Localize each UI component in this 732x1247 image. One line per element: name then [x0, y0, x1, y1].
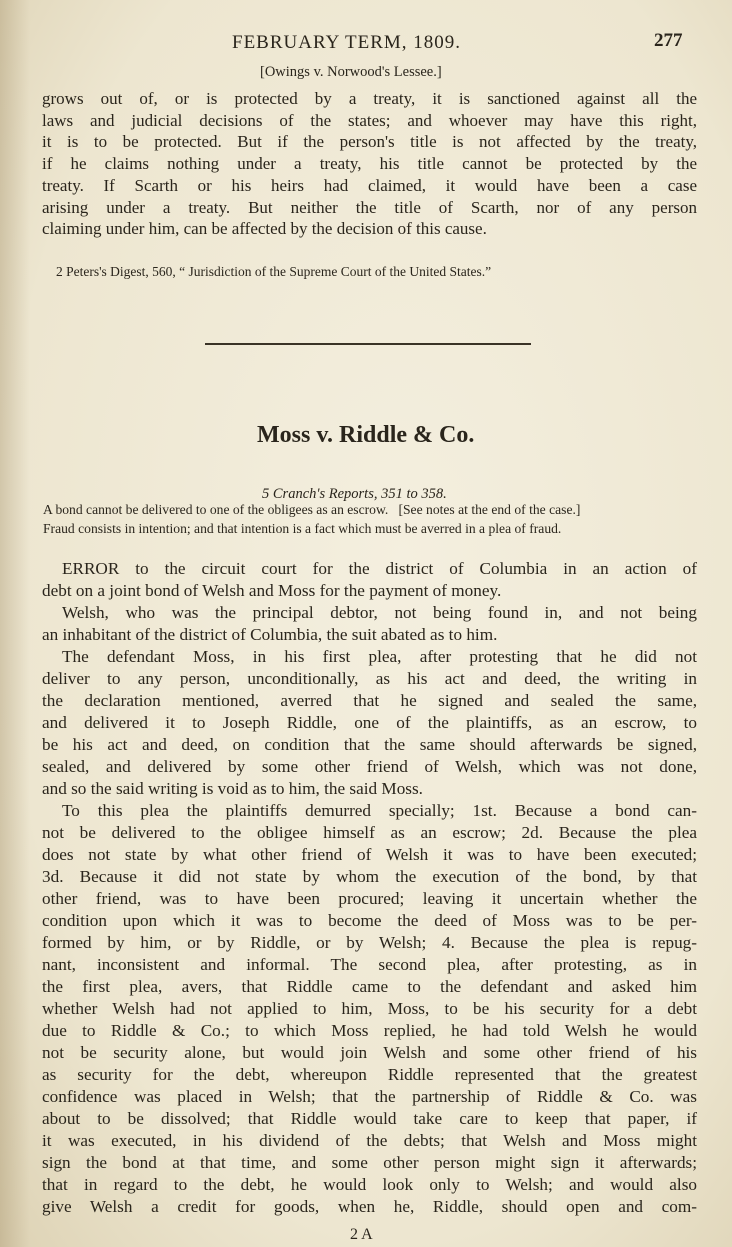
section-divider — [205, 343, 531, 345]
text-line: and delivered it to Joseph Riddle, one of the plaintiffs, as an escrow, to — [42, 713, 697, 732]
text-line: other friend, was to have been procured; leaving it uncertain whether the — [42, 889, 697, 908]
text-line: Welsh, who was the principal debtor, not being found in, and not being — [62, 603, 697, 622]
syllabus-line: A bond cannot be delivered to one of the obligees as an escrow. [See notes at the end of the case.] — [43, 502, 581, 517]
text-line: laws and judicial decisions of the states; and whoever may have this right, — [42, 110, 697, 130]
footnote: 2 Peters's Digest, 560, “ Jurisdiction of the Supreme Court of the United States.” — [56, 264, 492, 279]
text-line: whether Welsh had not applied to him, Moss, to be his security for a debt — [42, 999, 697, 1018]
text-line: debt on a joint bond of Welsh and Moss for the payment of money. — [42, 581, 502, 600]
text-line: sign the bond at that time, and some other person might sign it afterwards; — [42, 1153, 697, 1172]
text-line: be his act and deed, on condition that the same should afterwards be signed, — [42, 735, 697, 754]
syllabus-line: Fraud consists in intention; and that intention is a fact which must be averred in a plea of fraud. — [43, 521, 562, 536]
text-line: sealed, and delivered by some other friend of Welsh, which was not done, — [42, 757, 697, 776]
text-line: grows out of, or is protected by a treaty, it is sanctioned against all the — [42, 89, 697, 108]
case-citation: 5 Cranch's Reports, 351 to 358. — [262, 486, 447, 502]
text-line: and so the said writing is void as to him, the said Moss. — [42, 779, 423, 798]
text-line: give Welsh a credit for goods, when he, Riddle, should open and com- — [42, 1197, 697, 1216]
case-title: Moss v. Riddle & Co. — [257, 422, 475, 448]
case-subheader: [Owings v. Norwood's Lessee.] — [260, 64, 442, 80]
text-line: it is to be protected. But if the person's title is not affected by the treaty, — [42, 132, 697, 152]
text-line: not be delivered to the obligee himself as an escrow; 2d. Because the plea — [42, 823, 697, 842]
text-line: 3d. Because it did not state by whom the execution of the bond, by that — [42, 867, 697, 886]
text-line: an inhabitant of the district of Columbia, the suit abated as to him. — [42, 625, 498, 644]
text-line: claiming under him, can be affected by the decision of this cause. — [42, 219, 487, 239]
text-line: formed by him, or by Riddle, or by Welsh; 4. Because the plea is repug- — [42, 933, 697, 952]
text-line: if he claims nothing under a treaty, his title cannot be protected by the — [42, 154, 697, 174]
text-line: condition upon which it was to become the deed of Moss was to be per- — [42, 911, 697, 930]
text-line: nant, inconsistent and informal. The second plea, after protesting, as in — [42, 955, 697, 974]
text-line: To this plea the plaintiffs demurred specially; 1st. Because a bond can- — [62, 801, 697, 820]
page-number: 277 — [654, 30, 683, 51]
text-line: deliver to any person, unconditionally, as his act and deed, the writing in — [42, 669, 697, 688]
text-line: as security for the debt, whereupon Riddle represented that the greatest — [42, 1065, 697, 1084]
text-line: confidence was placed in Welsh; that the partnership of Riddle & Co. was — [42, 1087, 697, 1106]
text-line: arising under a treaty. But neither the title of Scarth, nor of any person — [42, 197, 697, 217]
text-line: the first plea, avers, that Riddle came to the defendant and asked him — [42, 977, 697, 996]
running-title: FEBRUARY TERM, 1809. — [232, 32, 462, 53]
page-gutter-shadow — [0, 0, 30, 1247]
text-line: it was executed, in his dividend of the debts; that Welsh and Moss might — [42, 1131, 697, 1150]
text-line: that in regard to the debt, he would look only to Welsh; and would also — [42, 1175, 697, 1194]
text-line: does not state by what other friend of Welsh it was to have been executed; — [42, 845, 697, 864]
text-line: treaty. If Scarth or his heirs had claimed, it would have been a case — [42, 175, 697, 195]
text-line: due to Riddle & Co.; to which Moss replied, he had told Welsh he would — [42, 1021, 697, 1040]
signature-mark: 2 A — [350, 1226, 373, 1243]
text-line: not be security alone, but would join Welsh and some other friend of his — [42, 1043, 697, 1062]
text-line: the declaration mentioned, averred that he signed and sealed the same, — [42, 691, 697, 710]
text-line: ERROR to the circuit court for the district of Columbia in an action of — [62, 559, 697, 578]
text-line: about to be dissolved; that Riddle would take care to keep that paper, if — [42, 1109, 697, 1128]
text-line: The defendant Moss, in his first plea, after protesting that he did not — [62, 647, 697, 666]
